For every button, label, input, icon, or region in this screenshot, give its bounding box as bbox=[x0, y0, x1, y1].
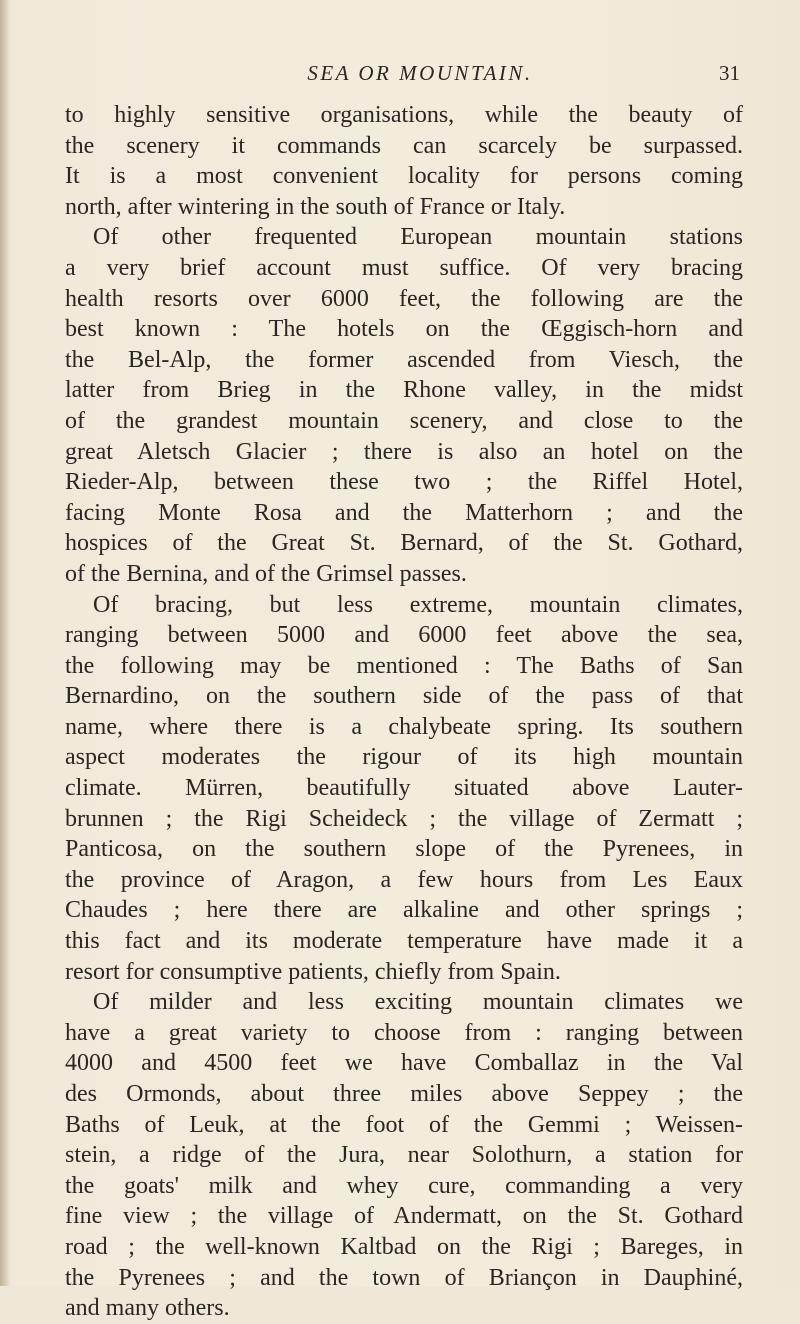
text-line: have a great variety to choose from : ranging between bbox=[65, 1019, 743, 1046]
text-line: fine view ; the village of Andermatt, on the St. Gothard bbox=[65, 1203, 743, 1230]
text-line: facing Monte Rosa and the Matterhorn ; and the bbox=[65, 499, 743, 526]
running-title: SEA OR MOUNTAIN. bbox=[307, 61, 533, 85]
text-line: this fact and its moderate temperature have made it a bbox=[65, 928, 743, 955]
text-line: of the grandest mountain scenery, and close to the bbox=[65, 407, 743, 434]
text-line: 4000 and 4500 feet we have Comballaz in the Val bbox=[65, 1050, 743, 1077]
text-line: north, after wintering in the south of France or Italy. bbox=[65, 193, 566, 220]
text-line: the following may be mentioned : The Baths of San bbox=[65, 652, 743, 679]
text-line: climate. Mürren, beautifully situated above Lauter- bbox=[65, 775, 743, 802]
text-line: Of other frequented European mountain stations bbox=[93, 224, 743, 251]
text-line: to highly sensitive organisations, while the beauty of bbox=[65, 102, 743, 128]
text-line: the province of Aragon, a few hours from Les Eaux bbox=[65, 866, 743, 893]
running-head bbox=[100, 58, 740, 88]
text-line: road ; the well-known Kaltbad on the Rigi ; Bareges, in bbox=[65, 1233, 743, 1260]
text-line: ranging between 5000 and 6000 feet above the sea, bbox=[65, 622, 743, 649]
text-line: resort for consumptive patients, chiefly from Spain. bbox=[65, 958, 561, 985]
text-line: des Ormonds, about three miles above Seppey ; the bbox=[65, 1081, 743, 1107]
text-line: stein, a ridge of the Jura, near Solothurn, a station for bbox=[65, 1142, 743, 1169]
text-line: Of milder and less exciting mountain climates we bbox=[93, 989, 743, 1016]
text-line: and many others. bbox=[65, 1295, 230, 1322]
body-text bbox=[65, 100, 743, 1324]
text-line: Rieder-Alp, between these two ; the Riffel Hotel, bbox=[65, 469, 743, 496]
page-gutter-shadow bbox=[0, 0, 10, 1286]
text-line: Of bracing, but less extreme, mountain climates, bbox=[93, 591, 743, 618]
text-line: Chaudes ; here there are alkaline and other springs ; bbox=[65, 897, 743, 924]
text-line: the Bel-Alp, the former ascended from Viesch, the bbox=[65, 346, 743, 373]
text-line: It is a most convenient locality for persons coming bbox=[65, 163, 743, 190]
text-line: Panticosa, on the southern slope of the Pyrenees, in bbox=[65, 836, 743, 863]
text-line: aspect moderates the rigour of its high mountain bbox=[65, 744, 743, 771]
text-line: Baths of Leuk, at the foot of the Gemmi ; Weissen- bbox=[65, 1111, 743, 1138]
text-line: latter from Brieg in the Rhone valley, in the midst bbox=[65, 377, 743, 404]
text-line: the goats' milk and whey cure, commanding a very bbox=[65, 1172, 743, 1199]
text-line: of the Bernina, and of the Grimsel passes. bbox=[65, 560, 467, 587]
text-line: the Pyrenees ; and the town of Briançon in Dauphiné, bbox=[65, 1264, 743, 1291]
text-line: name, where there is a chalybeate spring. Its southern bbox=[65, 713, 743, 740]
text-line: the scenery it commands can scarcely be surpassed. bbox=[65, 132, 743, 159]
text-line: Bernardino, on the southern side of the pass of that bbox=[65, 683, 743, 710]
text-line: best known : The hotels on the Œggisch-horn and bbox=[65, 316, 743, 343]
text-line: great Aletsch Glacier ; there is also an hotel on the bbox=[65, 438, 743, 465]
text-line: health resorts over 6000 feet, the following are the bbox=[65, 285, 743, 312]
text-line: hospices of the Great St. Bernard, of the St. Gothard, bbox=[65, 530, 743, 557]
text-line: brunnen ; the Rigi Scheideck ; the village of Zermatt ; bbox=[65, 805, 743, 832]
text-line: a very brief account must suffice. Of very bracing bbox=[65, 254, 743, 281]
page-number: 31 bbox=[719, 61, 740, 85]
